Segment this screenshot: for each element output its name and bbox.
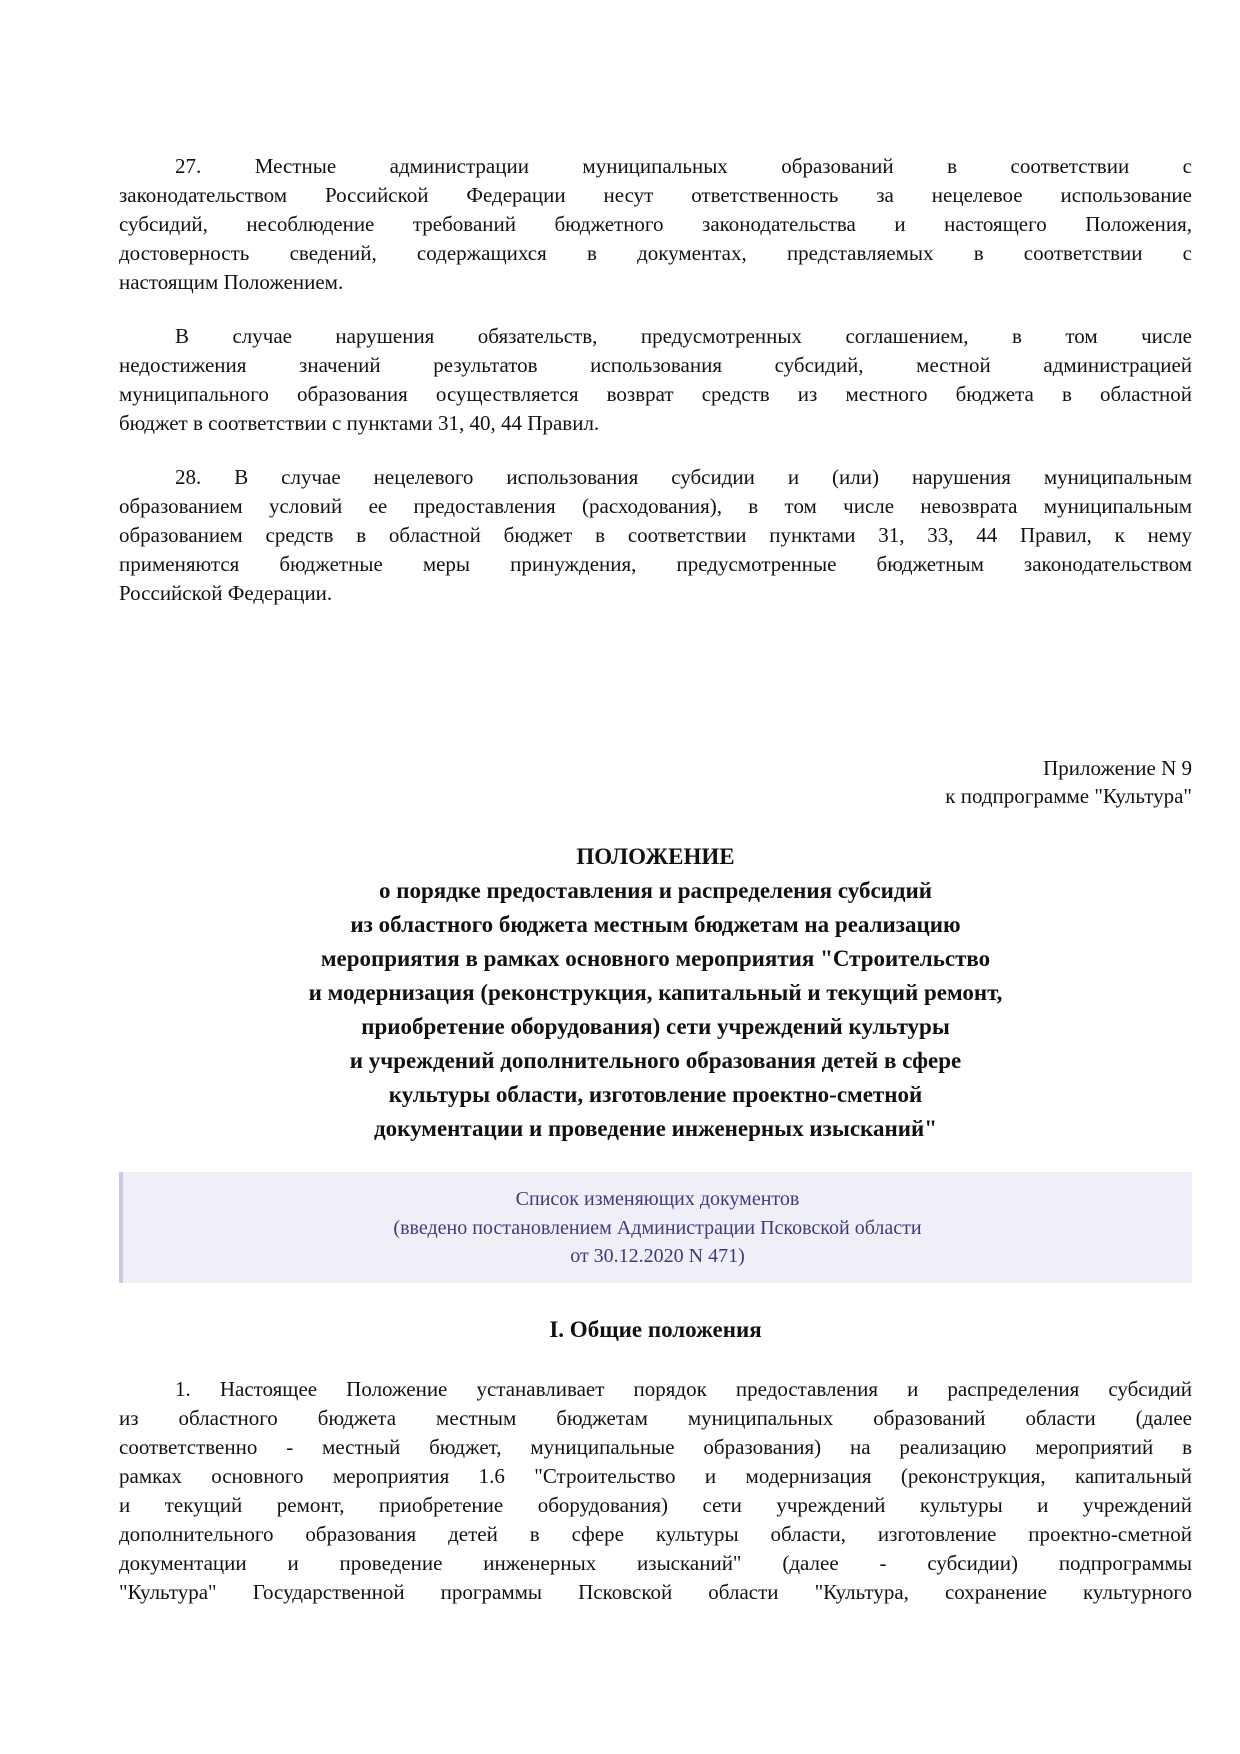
title-line: о порядке предоставления и распределения субсидий xyxy=(378,878,933,903)
text-line: образованием средств в областной бюджет в соответствии пунктами 31, 33, 44 Правил, к нему xyxy=(119,523,1192,547)
text-line: Российской Федерации. xyxy=(119,581,333,605)
changes-title: Список изменяющих документов xyxy=(515,1188,800,1210)
title-line: ПОЛОЖЕНИЕ xyxy=(576,844,735,869)
text-line: применяются бюджетные меры принуждения, предусмотренные бюджетным законодательством xyxy=(119,552,1192,576)
paragraph-1 xyxy=(119,1375,1192,1607)
text-line: настоящим Положением. xyxy=(119,270,344,294)
text-line: муниципального образования осуществляется возврат средств из местного бюджета в областной xyxy=(119,382,1192,406)
text-line: субсидий, несоблюдение требований бюджетного законодательства и настоящего Положения, xyxy=(119,212,1192,236)
title-line: мероприятия в рамках основного мероприятия "Строительство xyxy=(320,946,991,971)
paragraph-28 xyxy=(119,463,1192,608)
changes-line: от 30.12.2020 N 471) xyxy=(570,1245,745,1267)
title-line: документации и проведение инженерных изысканий" xyxy=(374,1116,937,1141)
text-line: соответственно - местный бюджет, муниципальные образования) на реализацию мероприятий в xyxy=(119,1435,1192,1459)
changes-line: (введено постановлением Администрации Псковской области xyxy=(393,1216,922,1239)
title-line: приобретение оборудования) сети учреждений культуры xyxy=(361,1014,950,1039)
text-line: "Культура" Государственной программы Псковской области "Культура, сохранение культурного xyxy=(119,1580,1192,1604)
text-line: недостижения значений результатов использования субсидий, местной администрацией xyxy=(119,353,1192,377)
title-line: культуры области, изготовление проектно-сметной xyxy=(388,1082,923,1107)
section-heading: I. Общие положения xyxy=(549,1317,762,1342)
text-line: дополнительного образования детей в сфере культуры области, изготовление проектно-сметной xyxy=(119,1522,1192,1546)
text-line: 27. Местные администрации муниципальных образований в соответствии с xyxy=(175,154,1192,178)
text-line: и текущий ремонт, приобретение оборудования) сети учреждений культуры и учреждений xyxy=(119,1493,1192,1517)
title-line: из областного бюджета местным бюджетам на реализацию xyxy=(350,912,961,937)
text-line: законодательством Российской Федерации несут ответственность за нецелевое использование xyxy=(119,183,1192,207)
text-line: из областного бюджета местным бюджетам муниципальных образований области (далее xyxy=(119,1406,1192,1430)
paragraph-27-return xyxy=(119,322,1192,438)
appendix-reference xyxy=(945,754,1192,810)
amending-documents-box xyxy=(119,1172,1192,1283)
document-title xyxy=(119,840,1192,1146)
text-line: образованием условий ее предоставления (расходования), в том числе невозврата муниципальным xyxy=(119,494,1192,518)
appendix-number: Приложение N 9 xyxy=(1043,756,1192,780)
title-line: и учреждений дополнительного образования детей в сфере xyxy=(349,1048,962,1073)
text-line: 1. Настоящее Положение устанавливает порядок предоставления и распределения субсидий xyxy=(175,1377,1192,1401)
text-line: В случае нарушения обязательств, предусмотренных соглашением, в том числе xyxy=(175,324,1192,348)
text-line: достоверность сведений, содержащихся в документах, представляемых в соответствии с xyxy=(119,241,1192,265)
title-line: и модернизация (реконструкция, капитальный и текущий ремонт, xyxy=(308,980,1003,1005)
text-line: 28. В случае нецелевого использования субсидии и (или) нарушения муниципальным xyxy=(175,465,1192,489)
appendix-subprogram: к подпрограмме "Культура" xyxy=(945,784,1192,808)
text-line: рамках основного мероприятия 1.6 "Строительство и модернизация (реконструкция, капитальный xyxy=(119,1464,1192,1488)
text-line: бюджет в соответствии с пунктами 31, 40, 44 Правил. xyxy=(119,411,600,435)
text-line: документации и проведение инженерных изысканий" (далее - субсидии) подпрограммы xyxy=(119,1551,1192,1575)
paragraph-27 xyxy=(119,152,1192,297)
